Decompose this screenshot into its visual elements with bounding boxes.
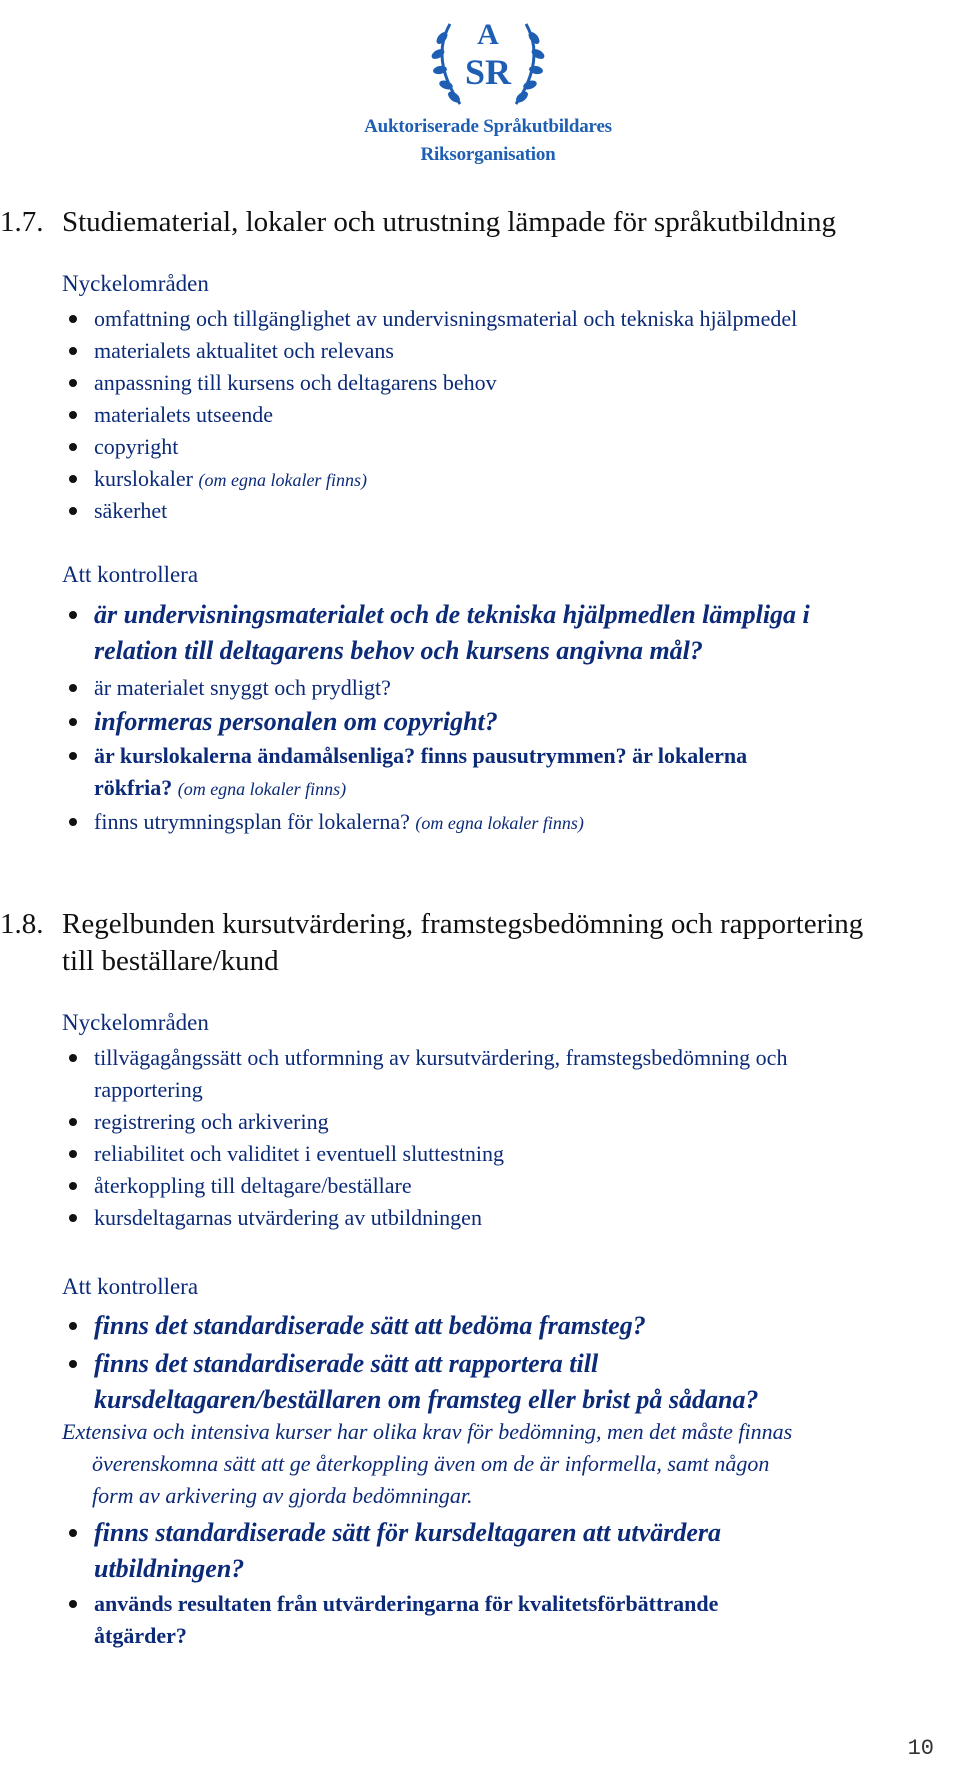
organization-logo [338, 4, 638, 174]
note: (om egna lokaler finns) [415, 813, 584, 833]
check-item: finns det standardiserade sätt att rapportera till kursdeltagaren/beställaren om framsteg eller brist på sådana? [94, 1346, 954, 1418]
note-paragraph: Extensiva och intensiva kurser har olika krav för bedömning, men det måste finnas överenskomna sätt att ge återkoppling även om de är informella, samt någon form av arkivering av gjorda bedömningar. [62, 1419, 793, 1508]
section-number: 1.7. [0, 206, 44, 238]
nyckelomraden-label: Nyckelområden [62, 271, 209, 296]
list-item: materialets utseende [94, 399, 954, 431]
list-item: tillvägagångssätt och utformning av kursutvärdering, framstegsbedömning och rapportering [94, 1042, 954, 1106]
att-kontrollera-label: Att kontrollera [62, 1274, 199, 1299]
check-item: finns standardiserade sätt för kursdeltagaren att utvärdera utbildningen? [94, 1515, 954, 1587]
logo-text-line2: Riksorganisation [420, 144, 556, 165]
logo-text-line1: Auktoriserade Språkutbildares [364, 116, 612, 137]
section-number: 1.8. [0, 908, 44, 940]
list-item: återkoppling till deltagare/beställare [94, 1170, 954, 1202]
list-item: säkerhet [94, 495, 954, 527]
list-item: kursdeltagarnas utvärdering av utbildningen [94, 1202, 954, 1234]
nyckelomraden-label: Nyckelområden [62, 1010, 209, 1035]
check-item: är kurslokalerna ändamålsenliga? finns pausutrymmen? är lokalerna rökfria? (om egna lokaler finns) [94, 740, 954, 805]
note: (om egna lokaler finns) [177, 779, 347, 799]
section-title: Regelbunden kursutvärdering, framstegsbedömning och rapportering till beställare/kund [62, 908, 864, 977]
check-item: är materialet snyggt och prydligt? [94, 672, 954, 704]
check-item: är undervisningsmaterialet och de tekniska hjälpmedlen lämpliga i relation till deltagarens behov och kursens angivna mål? [94, 597, 954, 669]
att-kontrollera-label: Att kontrollera [62, 562, 199, 587]
laurel-emblem-icon [338, 4, 638, 114]
list-item: materialets aktualitet och relevans [94, 335, 954, 367]
list-item: anpassning till kursens och deltagarens behov [94, 367, 954, 399]
list-item: registrering och arkivering [94, 1106, 954, 1138]
note: (om egna lokaler finns) [198, 470, 367, 490]
page-number: 10 [907, 1736, 934, 1761]
section-title: Studiematerial, lokaler och utrustning lämpade för språkutbildning [62, 206, 836, 238]
logo-monogram-a: A [477, 18, 499, 51]
check-item: används resultaten från utvärderingarna för kvalitetsförbättrande åtgärder? [94, 1588, 954, 1652]
list-item: omfattning och tillgänglighet av undervisningsmaterial och tekniska hjälpmedel [94, 303, 954, 335]
check-item: finns utrymningsplan för lokalerna? (om egna lokaler finns) [94, 806, 954, 839]
check-item: informeras personalen om copyright? [94, 704, 954, 740]
list-item: copyright [94, 431, 954, 463]
list-item: kurslokaler (om egna lokaler finns) [94, 463, 954, 496]
check-item: finns det standardiserade sätt att bedöma framsteg? [94, 1308, 954, 1344]
logo-monogram-sr: SR [464, 52, 512, 92]
list-item: reliabilitet och validitet i eventuell sluttestning [94, 1138, 954, 1170]
